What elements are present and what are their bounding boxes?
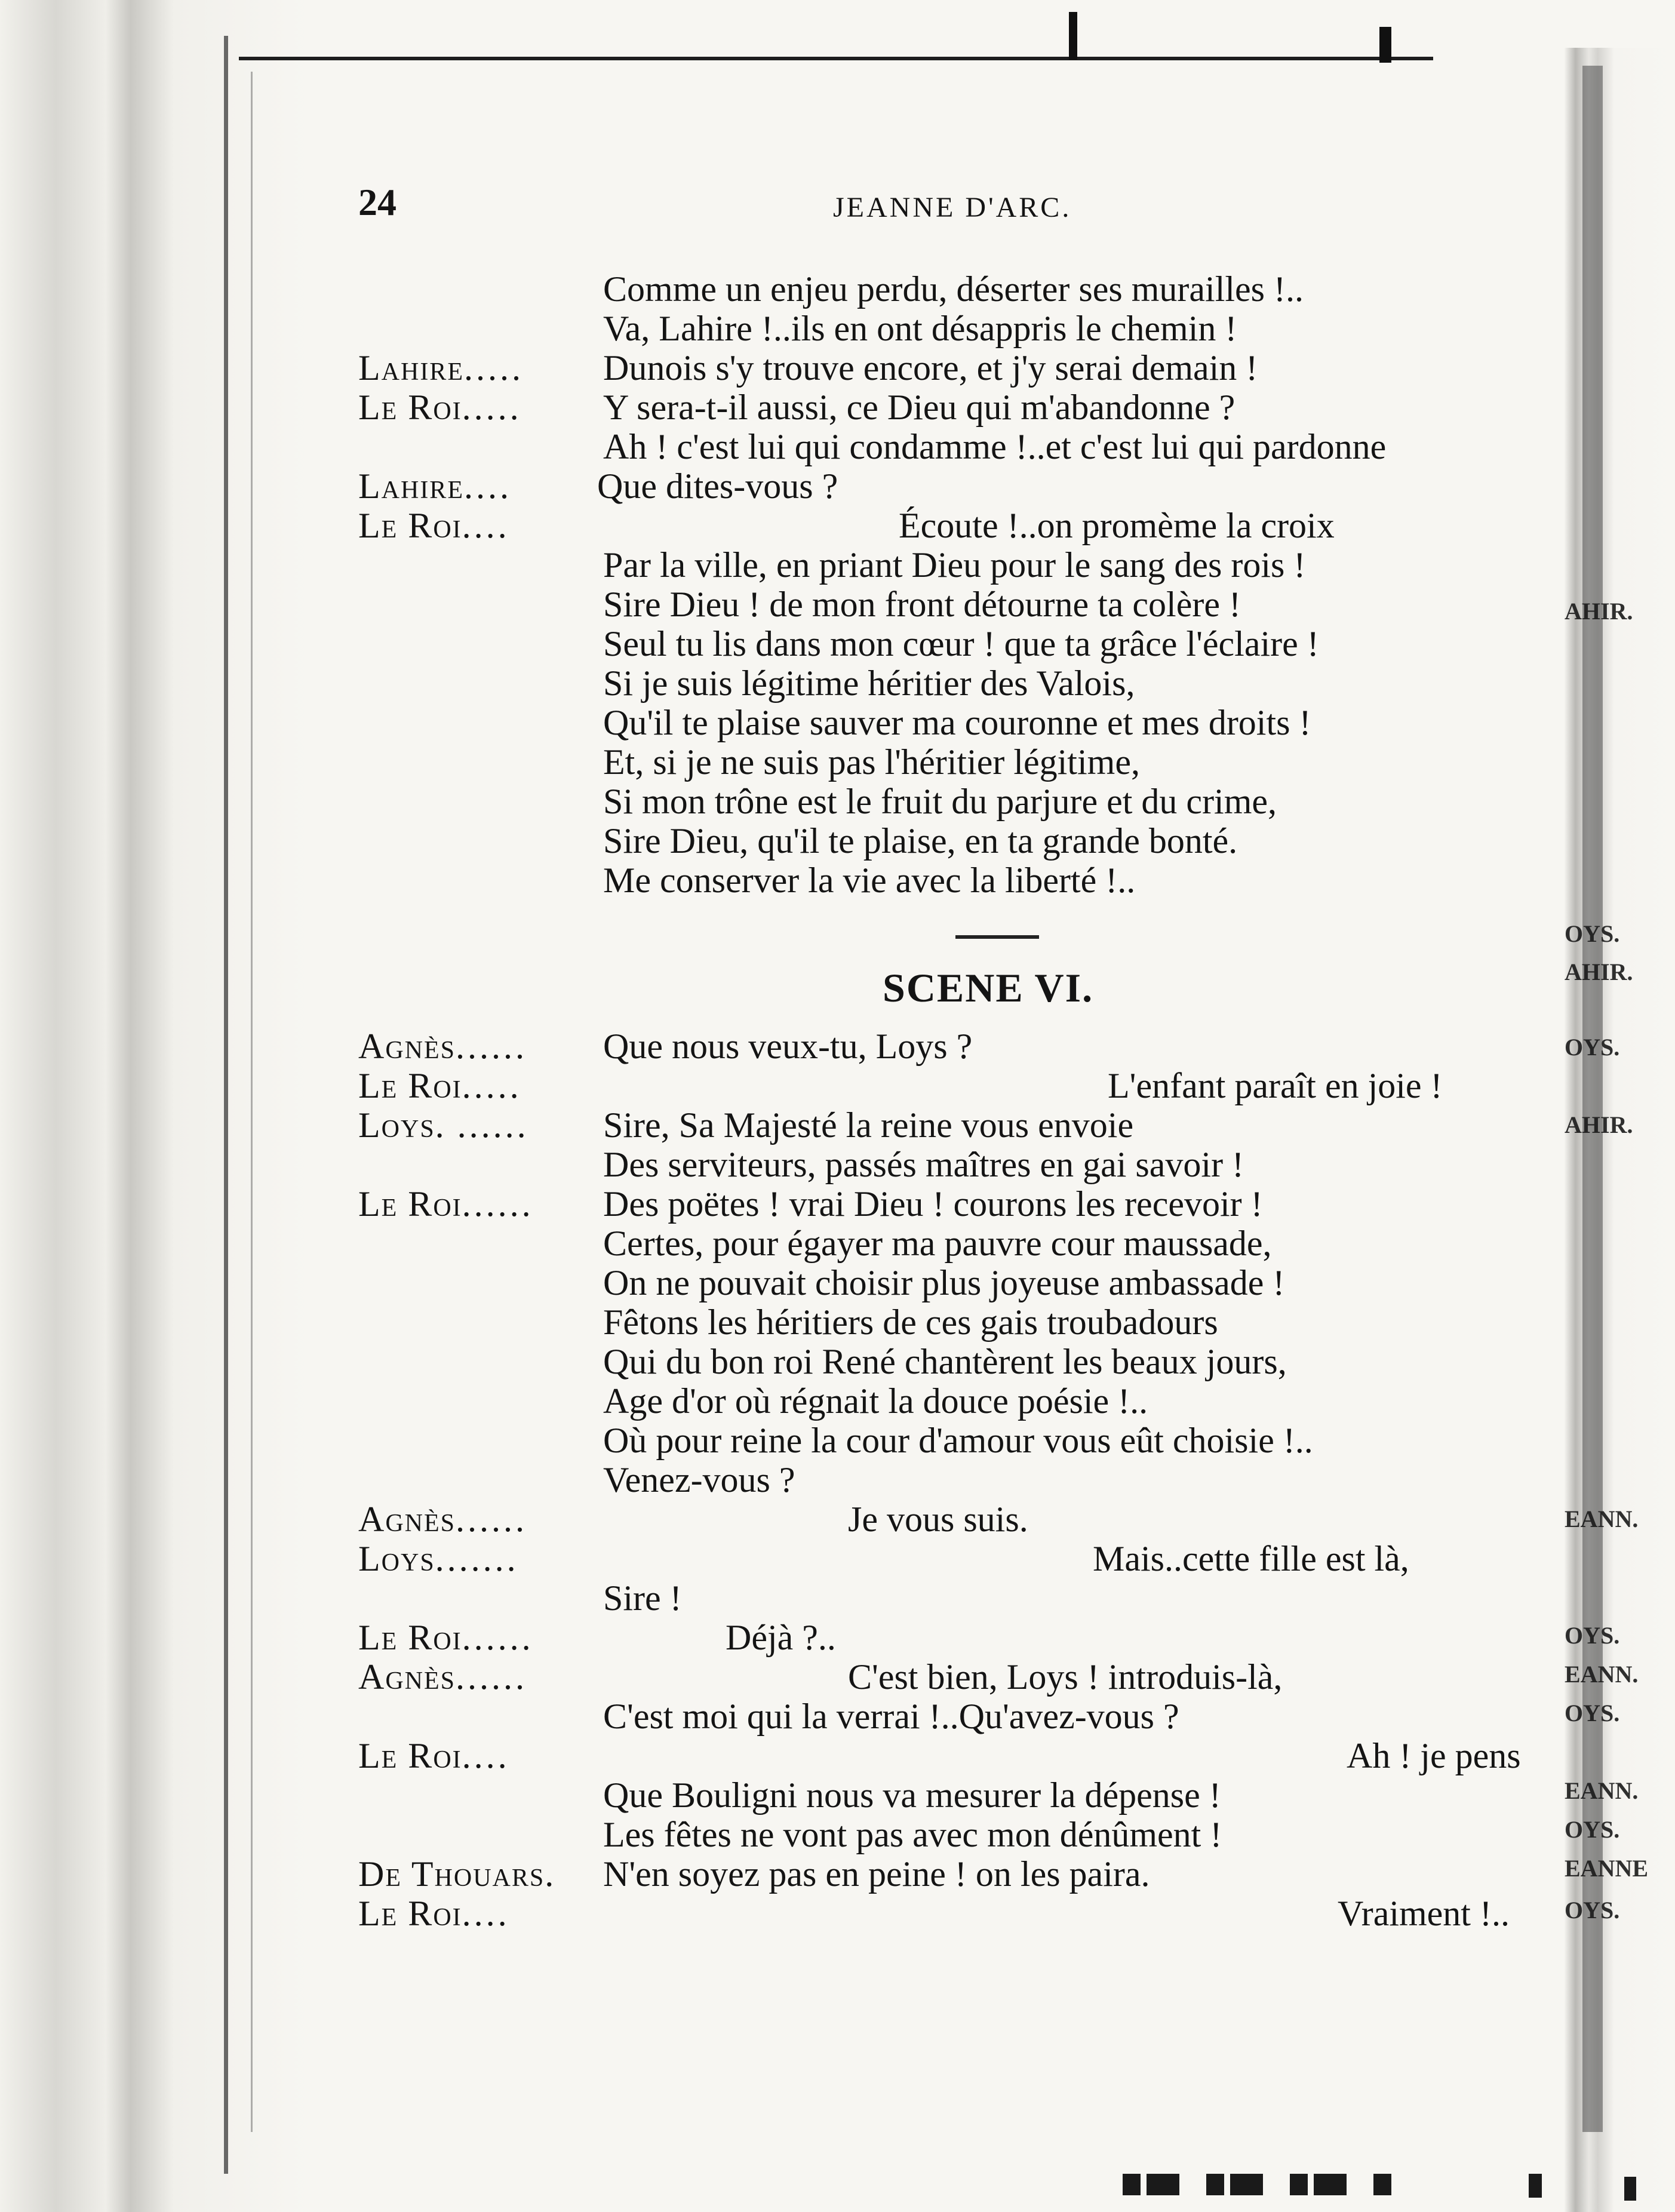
verse-line: Et, si je ne suis pas l'héritier légitime, (603, 742, 1140, 782)
scan-mark (1069, 12, 1077, 60)
margin-fragment: OYS. (1565, 1622, 1620, 1649)
top-scan-rule (239, 57, 1433, 60)
speaker-lahire: Lahire.... (358, 466, 512, 506)
verse-line: On ne pouvait choisir plus joyeuse ambassade ! (603, 1263, 1285, 1302)
verse-line: Certes, pour égayer ma pauvre cour maussade, (603, 1224, 1272, 1263)
verse-line: Les fêtes ne vont pas avec mon dénûment ! (603, 1815, 1222, 1854)
margin-fragment: EANN. (1565, 1777, 1639, 1804)
margin-fragment: EANNE (1565, 1855, 1649, 1882)
verse-line: C'est moi qui la verrai !..Qu'avez-vous ? (603, 1697, 1179, 1736)
verse-line: Fêtons les héritiers de ces gais troubadours (603, 1302, 1218, 1342)
verse-line: Que dites-vous ? (597, 466, 838, 506)
verse-line: C'est bien, Loys ! introduis-là, (848, 1657, 1283, 1697)
verse-line: Sire ! (603, 1578, 682, 1618)
scene-divider (955, 935, 1039, 939)
speaker-agnes: Agnès...... (358, 1657, 528, 1697)
verse-line: Vraiment !.. (1338, 1894, 1510, 1933)
margin-fragment: OYS. (1565, 1700, 1620, 1726)
verse-line: Seul tu lis dans mon cœur ! que ta grâce l'éclaire ! (603, 624, 1319, 663)
verse-line: Si je suis légitime héritier des Valois, (603, 663, 1135, 703)
page-number: 24 (358, 181, 397, 223)
speaker-lahire: Lahire..... (358, 348, 524, 388)
verse-line: Sire Dieu, qu'il te plaise, en ta grande bonté. (603, 821, 1238, 861)
margin-fragment: OYS. (1565, 1034, 1620, 1061)
verse-line: Venez-vous ? (603, 1460, 795, 1500)
scan-mark (1624, 2177, 1636, 2201)
speaker-le-roi: Le Roi...... (358, 1618, 534, 1657)
verse-line: Écoute !..on promème la croix (899, 506, 1335, 545)
verse-line: Par la ville, en priant Dieu pour le sang des rois ! (603, 545, 1306, 585)
verse-line: Y sera-t-il aussi, ce Dieu qui m'abandonne ? (603, 388, 1235, 427)
verse-line: Que nous veux-tu, Loys ? (603, 1027, 973, 1066)
speaker-loys: Loys. ...... (358, 1105, 529, 1145)
verse-line: Ah ! c'est lui qui condamme !..et c'est lui qui pardonne (603, 427, 1387, 466)
verse-line: Sire, Sa Majesté la reine vous envoie (603, 1105, 1134, 1145)
speaker-le-roi: Le Roi.... (358, 506, 510, 545)
speaker-agnes: Agnès...... (358, 1500, 528, 1539)
margin-fragment: EANN. (1565, 1661, 1639, 1688)
verse-line: Age d'or où régnait la douce poésie !.. (603, 1381, 1148, 1421)
speaker-le-roi: Le Roi..... (358, 388, 522, 427)
verse-line: Qui du bon roi René chantèrent les beaux jours, (603, 1342, 1287, 1381)
scene-heading: SCENE VI. (883, 965, 1094, 1010)
binding-edge-line (224, 36, 228, 2174)
running-title: JEANNE D'ARC. (833, 192, 1072, 223)
verse-line: Me conserver la vie avec la liberté !.. (603, 861, 1136, 900)
margin-fragment: EANN. (1565, 1506, 1639, 1532)
margin-fragment: AHIR. (1565, 958, 1633, 985)
verse-line: N'en soyez pas en peine ! on les paira. (603, 1854, 1150, 1894)
speaker-le-roi: Le Roi..... (358, 1066, 522, 1105)
verse-line: Je vous suis. (848, 1500, 1028, 1539)
verse-line: Va, Lahire !..ils en ont désappris le chemin ! (603, 309, 1237, 348)
margin-fragment: OYS. (1565, 920, 1620, 947)
verse-line: Que Bouligni nous va mesurer la dépense ! (603, 1775, 1221, 1815)
verse-line: Dunois s'y trouve encore, et j'y serai demain ! (603, 348, 1258, 388)
scan-bottom-marks (1123, 2174, 1397, 2195)
speaker-le-roi: Le Roi.... (358, 1894, 510, 1933)
verse-line: L'enfant paraît en joie ! (1108, 1066, 1443, 1105)
scan-mark (1379, 27, 1391, 63)
margin-fragment: AHIR. (1565, 1111, 1633, 1138)
verse-line: Comme un enjeu perdu, déserter ses murailles !.. (603, 269, 1304, 309)
verse-line: Mais..cette fille est là, (1093, 1539, 1409, 1578)
verse-line: Des serviteurs, passés maîtres en gai savoir ! (603, 1145, 1244, 1184)
margin-fragment: OYS. (1565, 1816, 1620, 1843)
verse-line: Des poëtes ! vrai Dieu ! courons les recevoir ! (603, 1184, 1263, 1224)
speaker-le-roi: Le Roi...... (358, 1184, 534, 1224)
speaker-de-thouars: De Thouars. (358, 1854, 557, 1894)
verse-line: Qu'il te plaise sauver ma couronne et mes droits ! (603, 703, 1311, 742)
verse-line: Sire Dieu ! de mon front détourne ta colère ! (603, 585, 1241, 624)
speaker-le-roi: Le Roi.... (358, 1736, 510, 1775)
verse-line: Déjà ?.. (726, 1618, 836, 1657)
scan-mark (1529, 2174, 1542, 2198)
margin-fragment: OYS. (1565, 1897, 1620, 1924)
book-binding-shadow (0, 0, 311, 2212)
verse-line: Si mon trône est le fruit du parjure et du crime, (603, 782, 1277, 821)
speaker-loys: Loys....... (358, 1539, 519, 1578)
margin-fragment: AHIR. (1565, 598, 1633, 625)
verse-line: Où pour reine la cour d'amour vous eût choisie !.. (603, 1421, 1313, 1460)
binding-edge-line (251, 72, 253, 2132)
verse-line: Ah ! je pens (1347, 1736, 1521, 1775)
speaker-agnes: Agnès...... (358, 1027, 528, 1066)
